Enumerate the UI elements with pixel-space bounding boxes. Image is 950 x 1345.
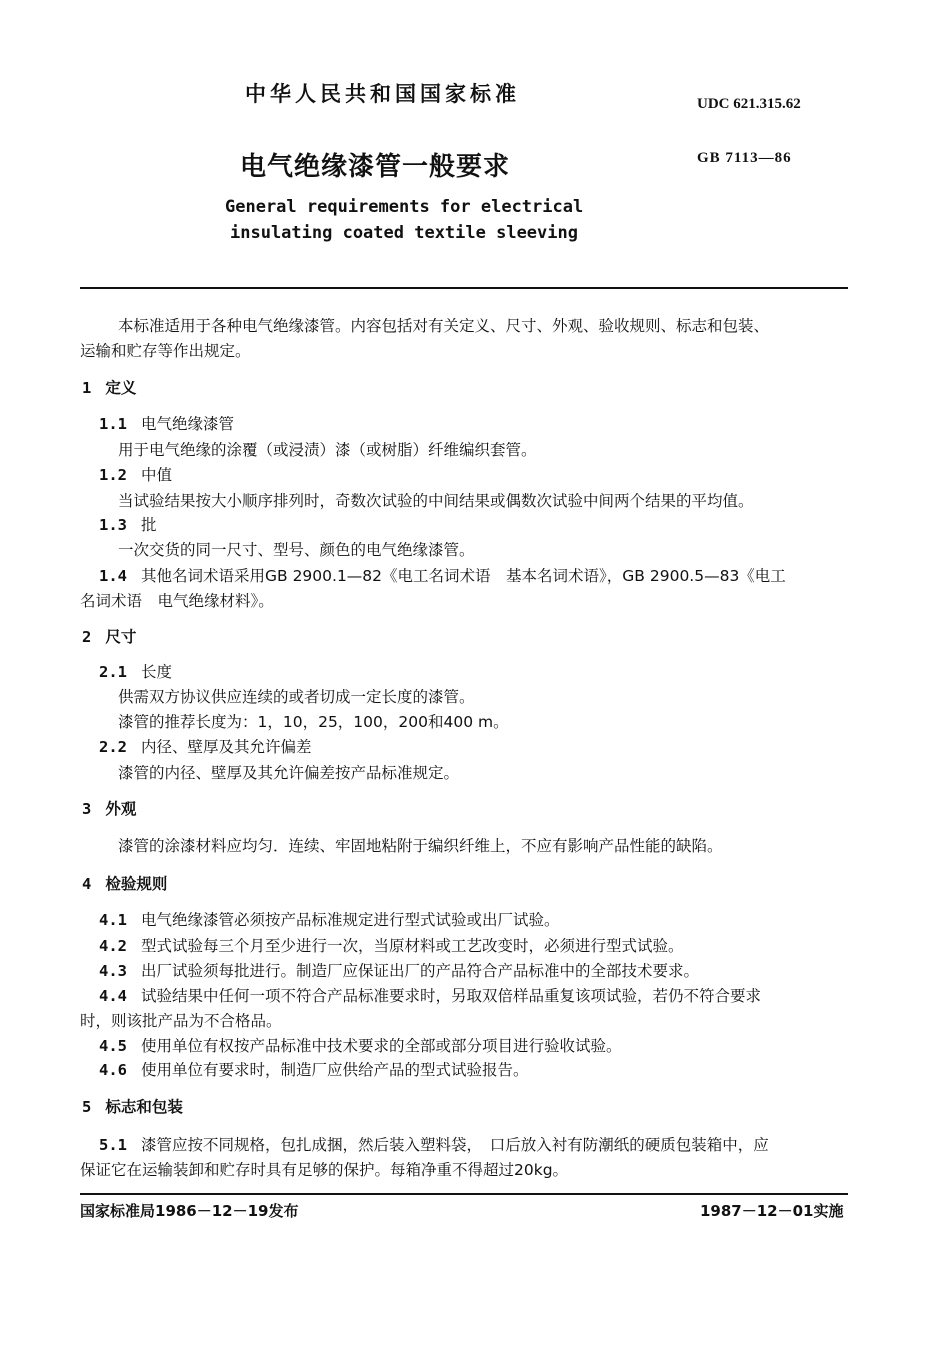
intro-line2: 运输和贮存等作出规定。 (80, 342, 251, 360)
issued-date: 国家标准局1986－12－19发布 (80, 1202, 299, 1220)
national-standard-label: 中华人民共和国国家标准 (245, 82, 520, 106)
intro-line1: 本标准适用于各种电气绝缘漆管。内容包括对有关定义、尺寸、外观、验收规则、标志和包装、 (118, 317, 770, 335)
english-title-line2: insulating coated textile sleeving (230, 223, 578, 243)
section-2-1-body2: 漆管的推荐长度为：1，10，25，100，200和400 m。 (118, 713, 509, 731)
section-1-3-heading: 1.3 批 (99, 516, 157, 534)
section-4-5: 4.5 使用单位有权按产品标准中技术要求的全部或部分项目进行验收试验。 (99, 1037, 622, 1055)
section-5-1-line1: 5.1 漆管应按不同规格，包扎成捆，然后装入塑料袋， 口后放入衬有防潮纸的硬质包装箱中，应 (99, 1136, 769, 1154)
document-title: 电气绝缘漆管一般要求 (240, 152, 511, 182)
section-4-3: 4.3 出厂试验须每批进行。制造厂应保证出厂的产品符合产品标准中的全部技术要求。 (99, 962, 700, 980)
section-5-1-line2: 保证它在运输装卸和贮存时具有足够的保护。每箱净重不得超过20kg。 (80, 1161, 569, 1179)
udc-code: UDC 621.315.62 (697, 96, 801, 112)
section-4-4-line2: 时，则该批产品为不合格品。 (80, 1012, 282, 1030)
section-2-1-heading: 2.1 长度 (99, 663, 173, 681)
footer-divider (80, 1193, 848, 1195)
section-1-4-line2: 名词术语 电气绝缘材料》。 (80, 592, 274, 610)
section-3-heading: 3 外观 (82, 800, 137, 818)
section-4-2: 4.2 型式试验每三个月至少进行一次，当原材料或工艺改变时，必须进行型式试验。 (99, 937, 684, 955)
section-4-4-line1: 4.4 试验结果中任何一项不符合产品标准要求时，另取双倍样品重复该项试验，若仍不符合要求 (99, 987, 762, 1005)
section-1-3-body: 一次交货的同一尺寸、型号、颜色的电气绝缘漆管。 (118, 541, 475, 559)
effective-date: 1987－12－01实施 (700, 1202, 844, 1220)
section-1-2-body: 当试验结果按大小顺序排列时，奇数次试验的中间结果或偶数次试验中间两个结果的平均值。 (118, 492, 754, 510)
section-4-1: 4.1 电气绝缘漆管必须按产品标准规定进行型式试验或出厂试验。 (99, 911, 560, 929)
section-2-heading: 2 尺寸 (82, 628, 137, 646)
section-3-body: 漆管的涂漆材料应均匀．连续、牢固地粘附于编织纤维上，不应有影响产品性能的缺陷。 (118, 837, 723, 855)
section-1-2-heading: 1.2 中值 (99, 466, 173, 484)
gb-code: GB 7113—86 (697, 150, 792, 166)
english-title-line1: General requirements for electrical (225, 197, 584, 217)
section-4-heading: 4 检验规则 (82, 875, 168, 893)
section-2-1-body1: 供需双方协议供应连续的或者切成一定长度的漆管。 (118, 688, 475, 706)
section-2-2-body: 漆管的内径、壁厚及其允许偏差按产品标准规定。 (118, 764, 460, 782)
section-1-1-heading: 1.1 电气绝缘漆管 (99, 415, 235, 433)
header-divider (80, 287, 848, 289)
section-1-4-line1: 1.4 其他名词术语采用GB 2900.1—82《电工名词术语 基本名词术语》，GB 2900.5—83《电工 (99, 567, 786, 585)
section-5-heading: 5 标志和包装 (82, 1098, 183, 1116)
section-4-6: 4.6 使用单位有要求时，制造厂应供给产品的型式试验报告。 (99, 1061, 529, 1079)
section-1-1-body: 用于电气绝缘的涂覆（或浸渍）漆（或树脂）纤维编织套管。 (118, 441, 537, 459)
section-1-heading: 1 定义 (82, 379, 137, 397)
section-2-2-heading: 2.2 内径、壁厚及其允许偏差 (99, 738, 312, 756)
